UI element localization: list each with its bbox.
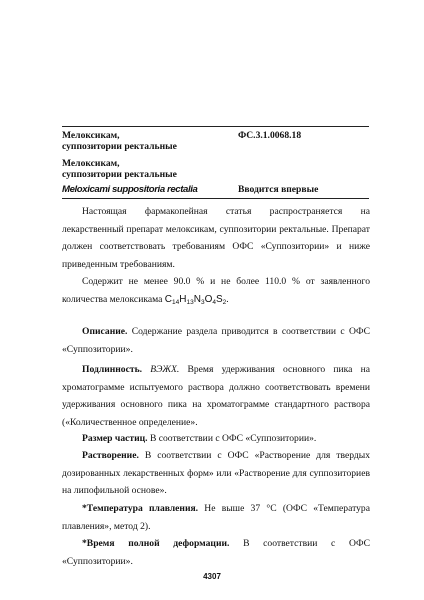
header-drug-name-2-line2: суппозитории ректальные — [62, 169, 177, 180]
section-melting — [62, 500, 370, 535]
header-row-1 — [62, 130, 372, 154]
header-drug-name-1-line2: суппозитории ректальные — [62, 141, 177, 152]
content-requirement — [62, 273, 370, 308]
section-dissolution-title: Растворение. — [82, 450, 139, 461]
section-melting-text: Не выше 37 °С (ОФС «Температура плавления», метод 2). — [62, 503, 370, 532]
header-drug-name-2 — [62, 158, 177, 180]
header-drug-name-1-line1: Мелоксикам, — [62, 130, 120, 141]
molecular-formula — [165, 294, 227, 305]
page-number: 4307 — [203, 572, 221, 581]
section-deformation-text: В соответствии с ОФС «Суппозитории». — [62, 538, 370, 567]
header-bottom-rule — [62, 198, 369, 199]
status-note: Вводится впервые — [238, 184, 319, 195]
latin-name: Meloxicami suppositoria rectalia — [62, 184, 198, 195]
content-text-end: . — [226, 293, 229, 305]
section-deformation — [62, 535, 370, 570]
header-row-3 — [62, 184, 372, 196]
header-drug-name-2-line1: Мелоксикам, — [62, 158, 120, 169]
formula-c: C — [164, 293, 172, 305]
section-dissolution — [62, 447, 370, 500]
section-particle-size-text: В соответствии с ОФС «Суппозитории». — [147, 433, 317, 444]
formula-c-count: 14 — [172, 298, 180, 306]
section-description-text: Содержание раздела приводится в соответствии с ОФС «Суппозитории». — [62, 326, 370, 355]
formula-h-count: 13 — [186, 298, 194, 306]
section-authenticity-title: Подлинность. — [82, 364, 143, 375]
header-drug-name-1 — [62, 130, 177, 152]
doc-code: ФС.3.1.0068.18 — [238, 130, 302, 141]
section-particle-size-title: Размер частиц. — [82, 433, 148, 444]
formula-o: O — [204, 293, 213, 305]
section-particle-size — [62, 430, 370, 448]
section-authenticity-method: ВЭЖХ. — [142, 364, 180, 375]
formula-n-count: 3 — [200, 298, 205, 306]
header-top-rule — [62, 126, 369, 127]
section-dissolution-text: В соответствии с ОФС «Растворение для твердых дозированных лекарственных форм» или «Растворение для суппозиториев на липофильной основе». — [62, 450, 370, 497]
formula-o-count: 4 — [212, 298, 216, 306]
formula-s-count: 2 — [222, 298, 227, 306]
content-text: Содержит не менее 90.0 % и не более 110.0 % от заявленного количества мелоксикама — [62, 276, 370, 305]
intro-paragraph: Настоящая фармакопейная статья распространяется на лекарственный препарат мелоксикам, суппозитории ректальные. Препарат должен соответствовать требованиям ОФС «Суппозитории» и ниже приведенным требованиям. — [62, 206, 370, 270]
header-row-2 — [62, 158, 372, 182]
section-authenticity-text: Время удерживания основного пика на хроматограмме испытуемого раствора должно соответствовать времени удерживания основного пика на хроматограмме стандартного раствора («Количественное определение». — [62, 364, 370, 428]
formula-s: S — [215, 293, 223, 305]
section-melting-title: *Температура плавления. — [82, 503, 199, 514]
section-deformation-title: *Время полной деформации. — [82, 538, 230, 549]
formula-h: H — [179, 293, 187, 305]
formula-n: N — [193, 293, 201, 305]
section-description-title: Описание. — [82, 326, 128, 337]
section-authenticity — [62, 361, 370, 431]
section-description — [62, 323, 370, 358]
